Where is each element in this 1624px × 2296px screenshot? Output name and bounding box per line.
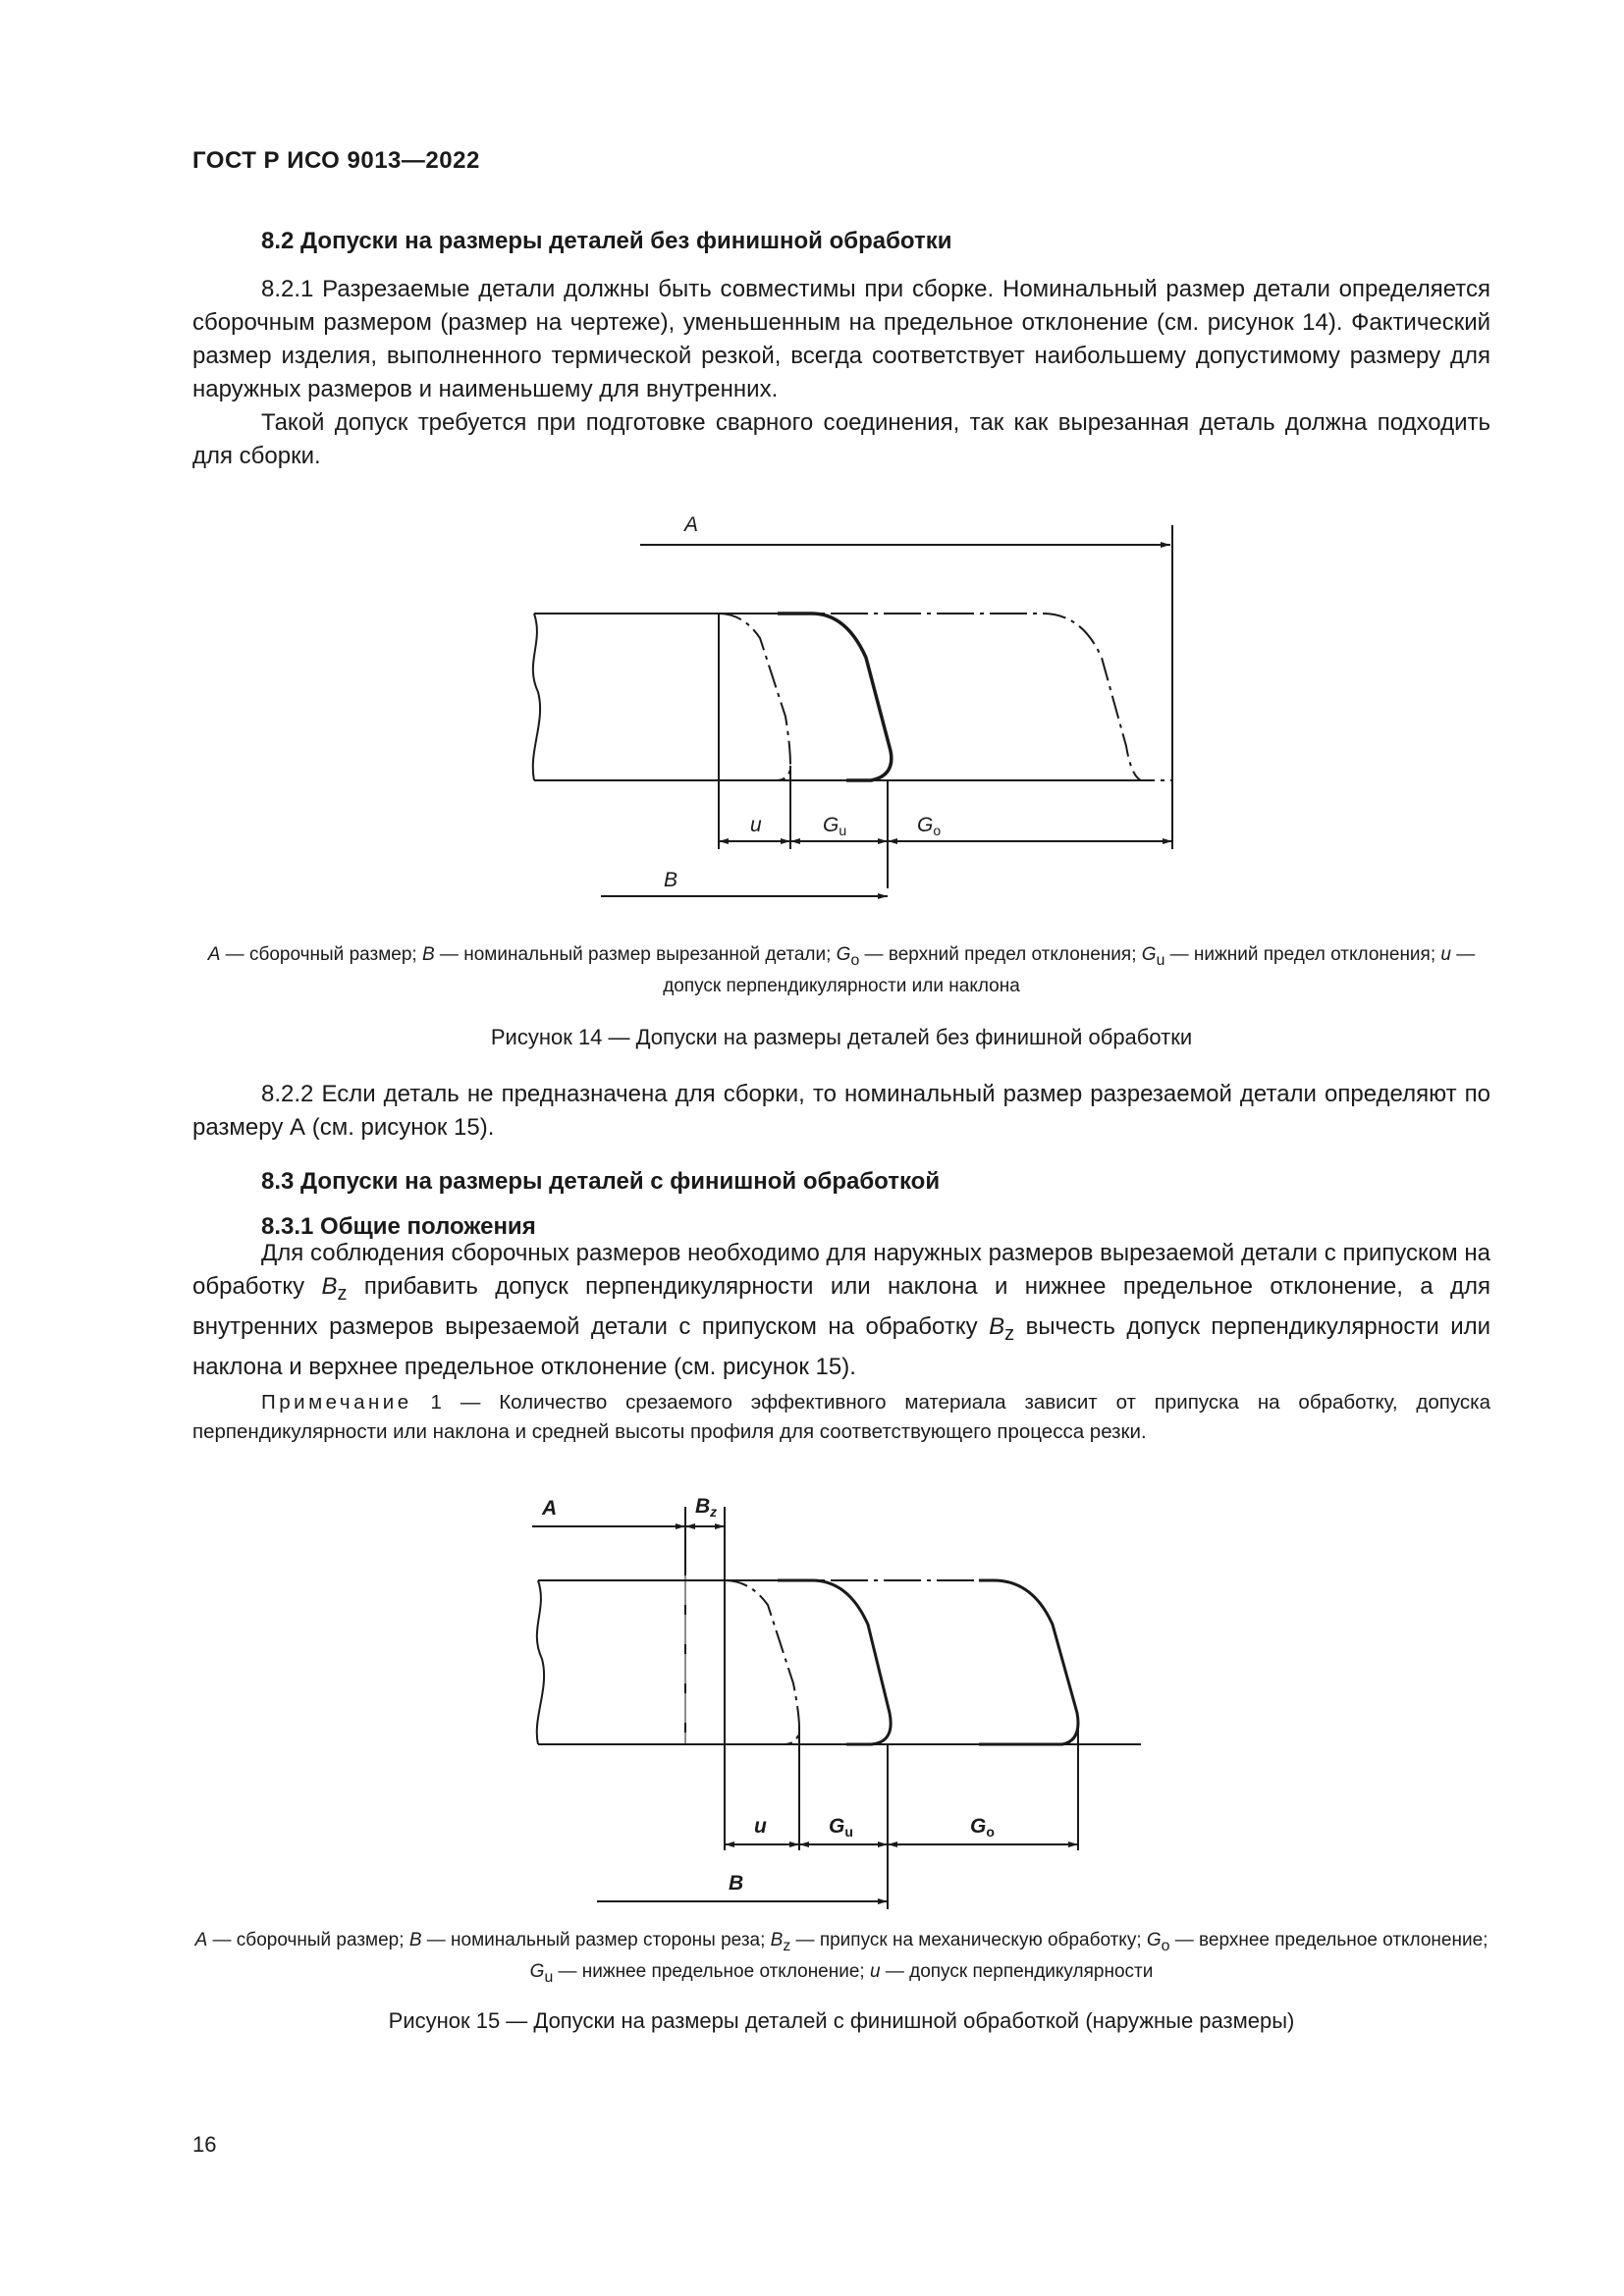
paragraph-8-2-1: 8.2.1 Разрезаемые детали должны быть совместимы при сборке. Номинальный размер детали определяется сборочным размером (размер на чертеже), уменьшенным на предельное отклонение (см. рисунок 14). Фактический размер изделия, выполненного термической резкой, всегда соответствует наибольшему допустимому размеру для наружных размеров и наименьшему для внутренних. <box>192 276 1490 402</box>
paragraph-8-2-2-text: 8.2.2 Если деталь не предназначена для сборки, то номинальный размер разрезаемой детали определяют по размеру А (см. рисунок 15). <box>192 1081 1490 1141</box>
plate-break-line <box>533 614 540 780</box>
cut-profile-3 <box>1043 614 1141 780</box>
figure-14-caption: Рисунок 14 — Допуски на размеры деталей без финишной обработки <box>490 1025 1193 1049</box>
label-bz: Bz <box>695 1495 718 1520</box>
section-8-2-body <box>192 273 1490 473</box>
page-number: 16 <box>192 2132 217 2157</box>
label-a: A <box>542 1497 558 1520</box>
cut-profile-3 <box>979 1580 1078 1744</box>
paragraph-8-3-1: Для соблюдения сборочных размеров необходимо для наружных размеров вырезаемой детали с припуском на обработку $B_z$ прибавить допуск перпендикулярности или наклона и нижнее предельное отклонение, а для внутренних размеров вырезаемой детали с припуском на обработку $B_z$ вычесть допуск перпендикулярности или наклона и верхнее предельное отклонение (см. рисунок 15). <box>192 1240 1491 1380</box>
note-1: Примечание 1 — Количество срезаемого эффективного материала зависит от припуска на обработку, допуска перпендикулярности или наклона и средней высоты профиля для соответствующего процесса резки. <box>192 1391 1490 1443</box>
figure-15-caption: Рисунок 15 — Допуски на размеры деталей с финишной обработкой (наружные размеры) <box>388 2008 1295 2033</box>
label-b: B <box>664 869 678 891</box>
label-gu: Gu <box>829 1815 853 1840</box>
paragraph-8-2-2 <box>192 1078 1490 1145</box>
label-u: u <box>750 814 762 836</box>
paragraph-8-2-1-cont: Такой допуск требуется при подготовке сварного соединения, так как вырезанная деталь должна подходить для сборки. <box>192 409 1490 469</box>
label-b: B <box>729 1872 744 1895</box>
cut-profile-1 <box>719 614 790 780</box>
label-go: Go <box>917 814 942 838</box>
cut-profile-1 <box>725 1580 799 1744</box>
section-8-3-1-title: 8.3.1 Общие положения <box>261 1213 536 1240</box>
plate-break-line <box>537 1580 544 1744</box>
label-a: A <box>684 513 699 536</box>
document-header: ГОСТ Р ИСО 9013—2022 <box>192 147 480 174</box>
label-u: u <box>754 1815 767 1838</box>
figure-15-legend: A — сборочный размер; B — номинальный размер стороны реза; $B_z$ — припуск на механическую обработку; $G_o$ — верхнее предельное отклонение; $G_u$ — нижнее предельное отклонение; u — допуск перпендикулярности <box>194 1930 1489 1986</box>
cut-profile-2 <box>778 1580 891 1744</box>
section-8-3-title: 8.3 Допуски на размеры деталей с финишной обработкой <box>261 1168 941 1195</box>
label-gu: Gu <box>823 814 847 838</box>
cut-profile-2 <box>778 614 892 780</box>
figure-15-drawing <box>532 1487 1377 1899</box>
label-go: Go <box>970 1815 995 1840</box>
figure-14-legend: A — сборочный размер; B — номинальный размер вырезанной детали; $G_o$ — верхний предел отклонения; $G_u$ — нижний предел отклонения; u — допуск перпендикулярности или наклона <box>207 944 1476 996</box>
figure-14-drawing <box>532 496 1377 908</box>
section-8-2-title: 8.2 Допуски на размеры деталей без финишной обработки <box>261 228 952 254</box>
